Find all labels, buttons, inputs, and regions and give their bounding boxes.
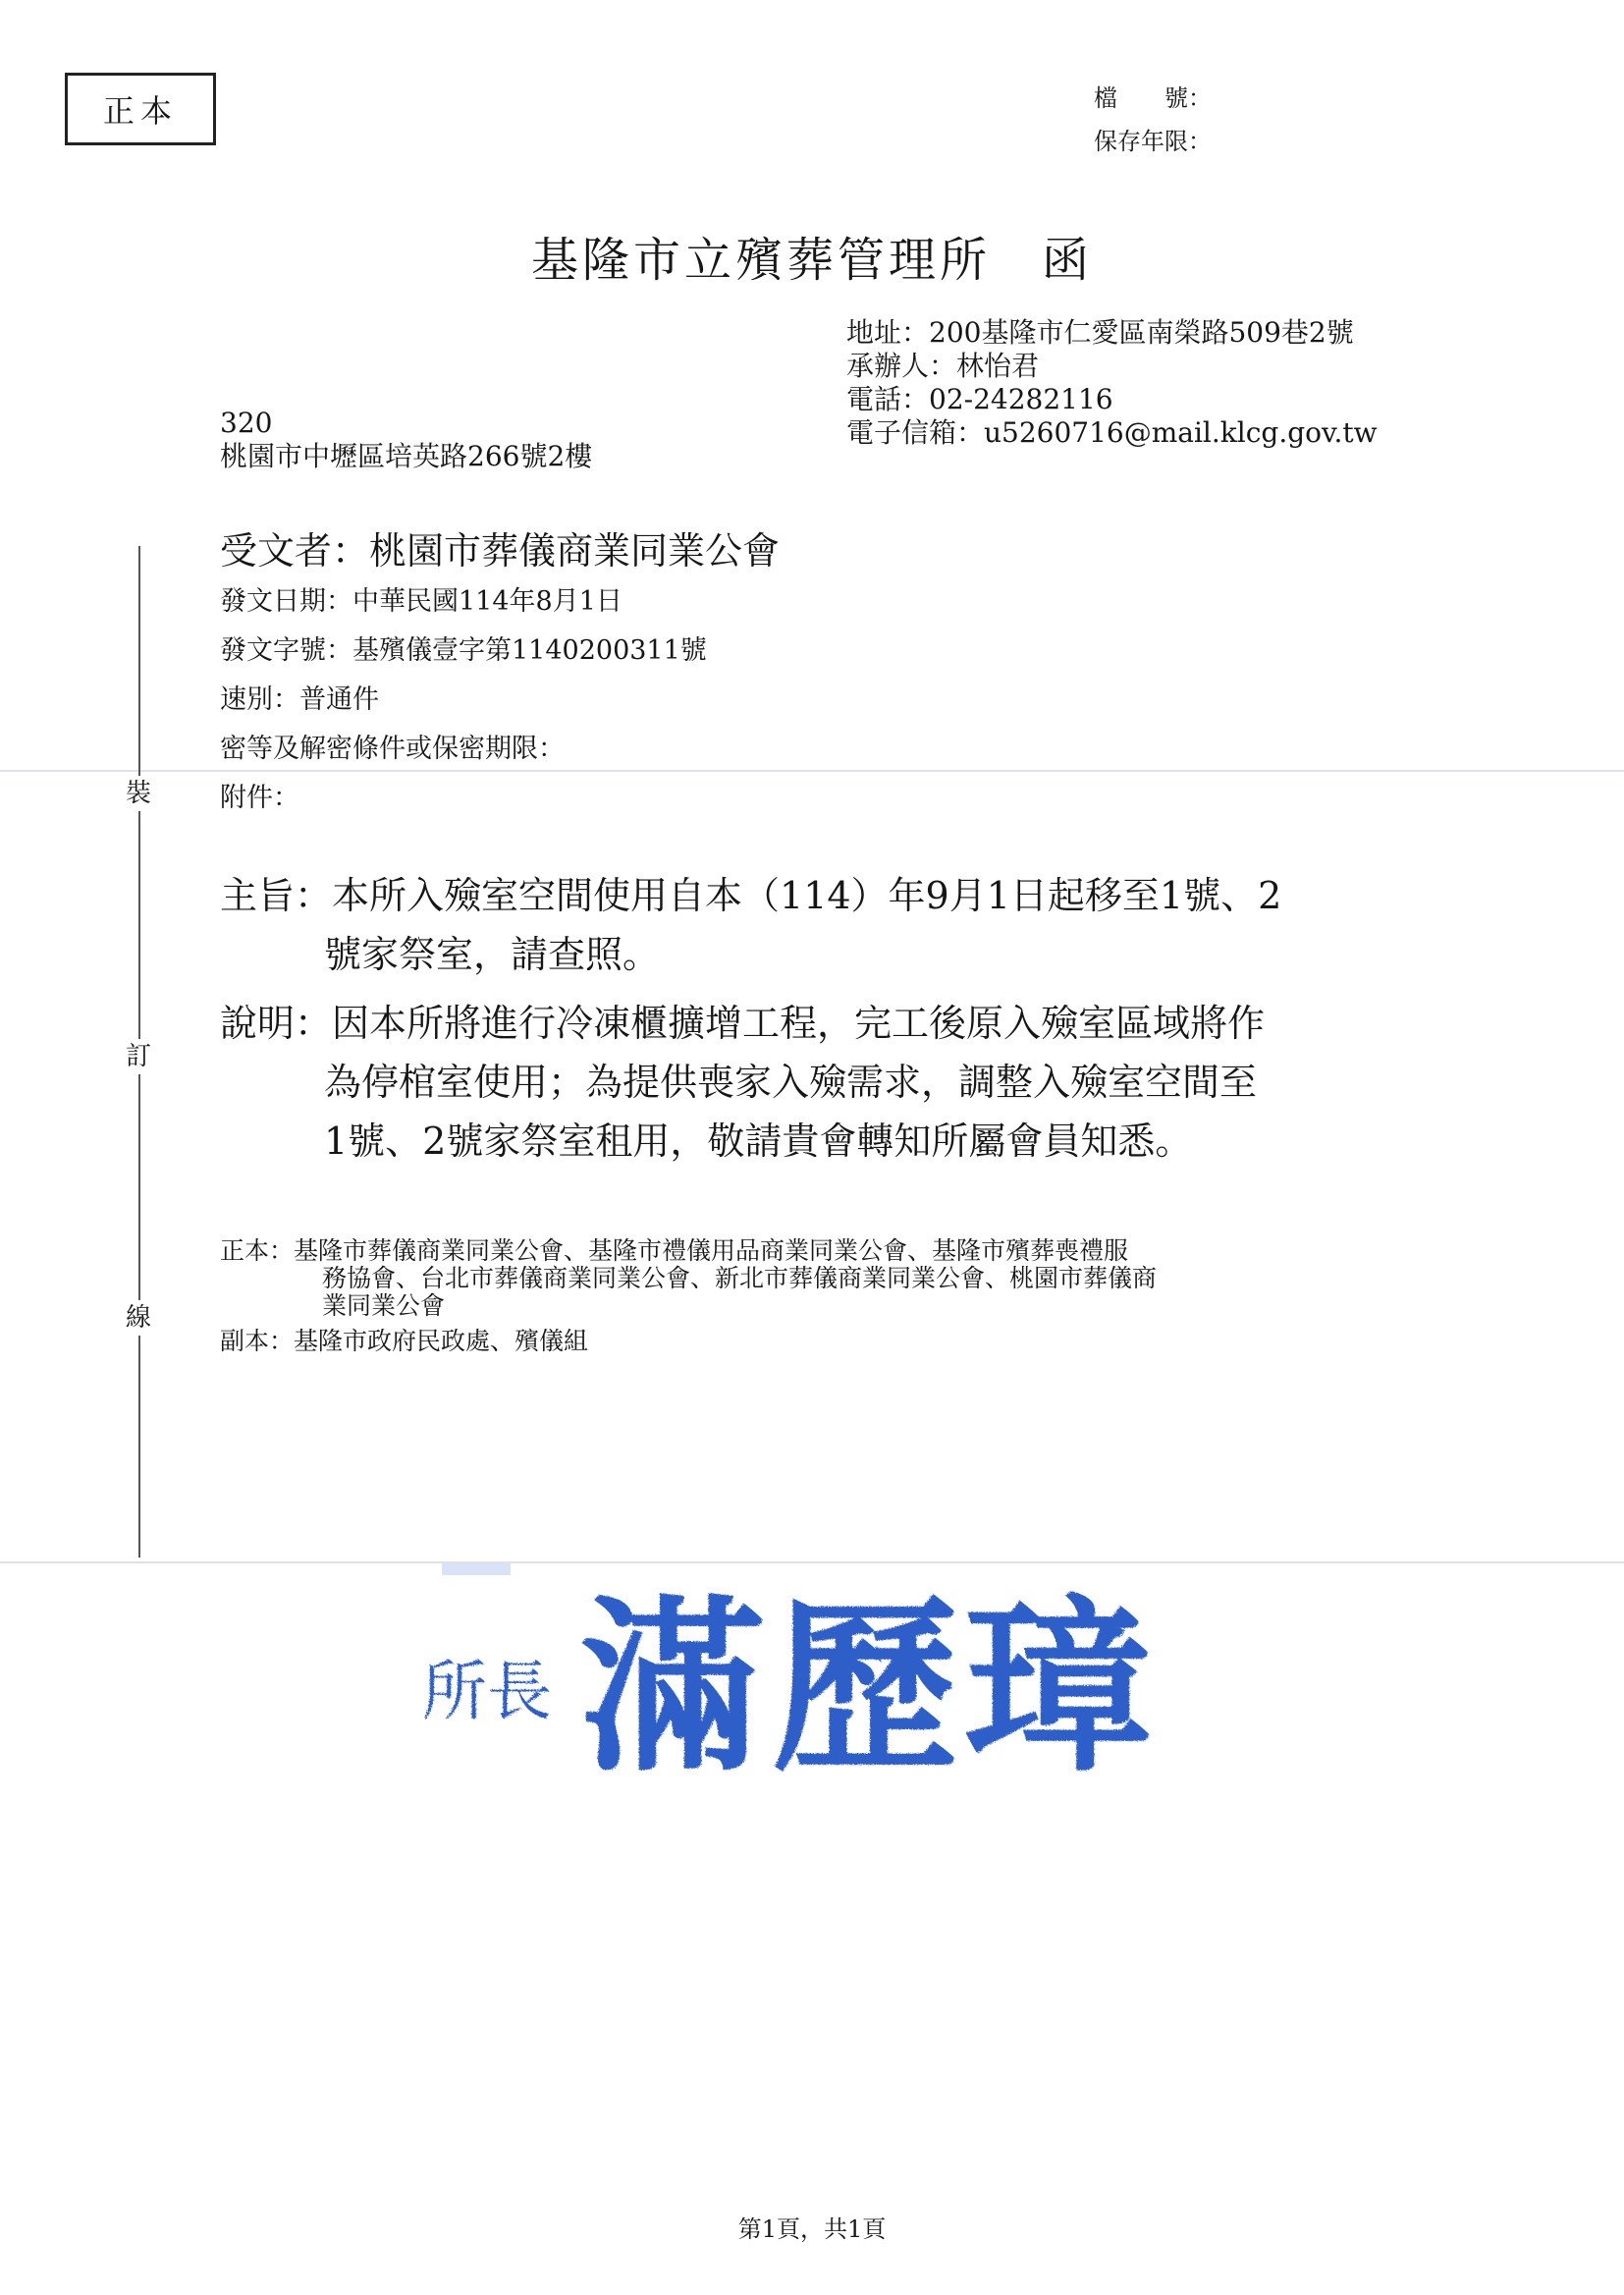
retention-field: 保存年限：	[1094, 128, 1212, 155]
recipient-mailing-address	[220, 407, 592, 473]
sender-address: 地址：200基隆市仁愛區南榮路509巷2號	[846, 316, 1354, 349]
file-meta	[1094, 77, 1212, 163]
document-fields	[220, 577, 707, 823]
copy-recipients-line: 基隆市政府民政處、殯儀組	[294, 1327, 589, 1355]
binding-mark: 線	[124, 1300, 153, 1336]
binding-mark: 裝	[124, 776, 153, 811]
issue-date: 發文日期：中華民國114年8月1日	[220, 586, 623, 617]
distribution-list	[220, 1237, 1157, 1355]
explanation-section	[220, 994, 1265, 1171]
original-recipients-line: 基隆市葬儀商業同業公會、基隆市禮儀用品商業同業公會、基隆市殯葬喪禮服	[294, 1236, 1129, 1265]
explanation-line: 因本所將進行冷凍櫃擴增工程，完工後原入殮室區域將作	[332, 1002, 1266, 1045]
subject-section	[220, 866, 1281, 984]
copy-type-label: 正本	[102, 92, 178, 130]
subject-label: 主旨：	[220, 874, 333, 917]
binding-mark: 訂	[124, 1039, 153, 1074]
document-number: 發文字號：基殯儀壹字第1140200311號	[220, 635, 707, 666]
recipient-street-address: 桃園市中壢區培英路266號2樓	[220, 440, 593, 472]
seal-smudge	[442, 1563, 511, 1575]
sender-handler: 承辦人：林怡君	[846, 350, 1040, 382]
original-recipients-line: 務協會、台北市葬儀商業同業公會、新北市葬儀商業同業公會、桃園市葬儀商	[322, 1264, 1158, 1292]
director-seal	[422, 1542, 1208, 1797]
delivery-speed: 速別：普通件	[220, 684, 379, 715]
copy-type-box	[65, 73, 216, 145]
file-number-field: 檔 號：	[1094, 84, 1212, 112]
attachments: 附件：	[220, 783, 299, 813]
seal-name: 滿歷璋	[579, 1578, 1158, 1797]
sender-phone: 電話：02-24282116	[846, 383, 1113, 415]
original-recipients-line: 業同業公會	[322, 1291, 446, 1320]
explanation-line: 1號、2號家祭室租用，敬請貴會轉知所屬會員知悉。	[324, 1120, 1193, 1163]
sender-info	[846, 316, 1378, 450]
original-recipients-label: 正本：	[220, 1236, 295, 1265]
page-number: 第1頁，共1頁	[737, 2215, 887, 2243]
sender-email: 電子信箱：u5260716@mail.klcg.gov.tw	[846, 416, 1378, 449]
addressee: 受文者：桃園市葬儀商業同業公會	[220, 529, 781, 573]
explanation-label: 說明：	[220, 1002, 333, 1045]
secrecy-level: 密等及解密條件或保密期限：	[220, 734, 565, 764]
explanation-line: 為停棺室使用；為提供喪家入殮需求，調整入殮室空間至	[324, 1061, 1258, 1104]
subject-line: 本所入殮室空間使用自本（114）年9月1日起移至1號、2	[332, 874, 1282, 917]
postal-code: 320	[220, 407, 273, 439]
copy-recipients-label: 副本：	[220, 1327, 295, 1355]
seal-title: 所長	[422, 1654, 552, 1729]
subject-line: 號家祭室，請查照。	[324, 933, 661, 976]
document-title: 基隆市立殯葬管理所 函	[530, 233, 1093, 288]
